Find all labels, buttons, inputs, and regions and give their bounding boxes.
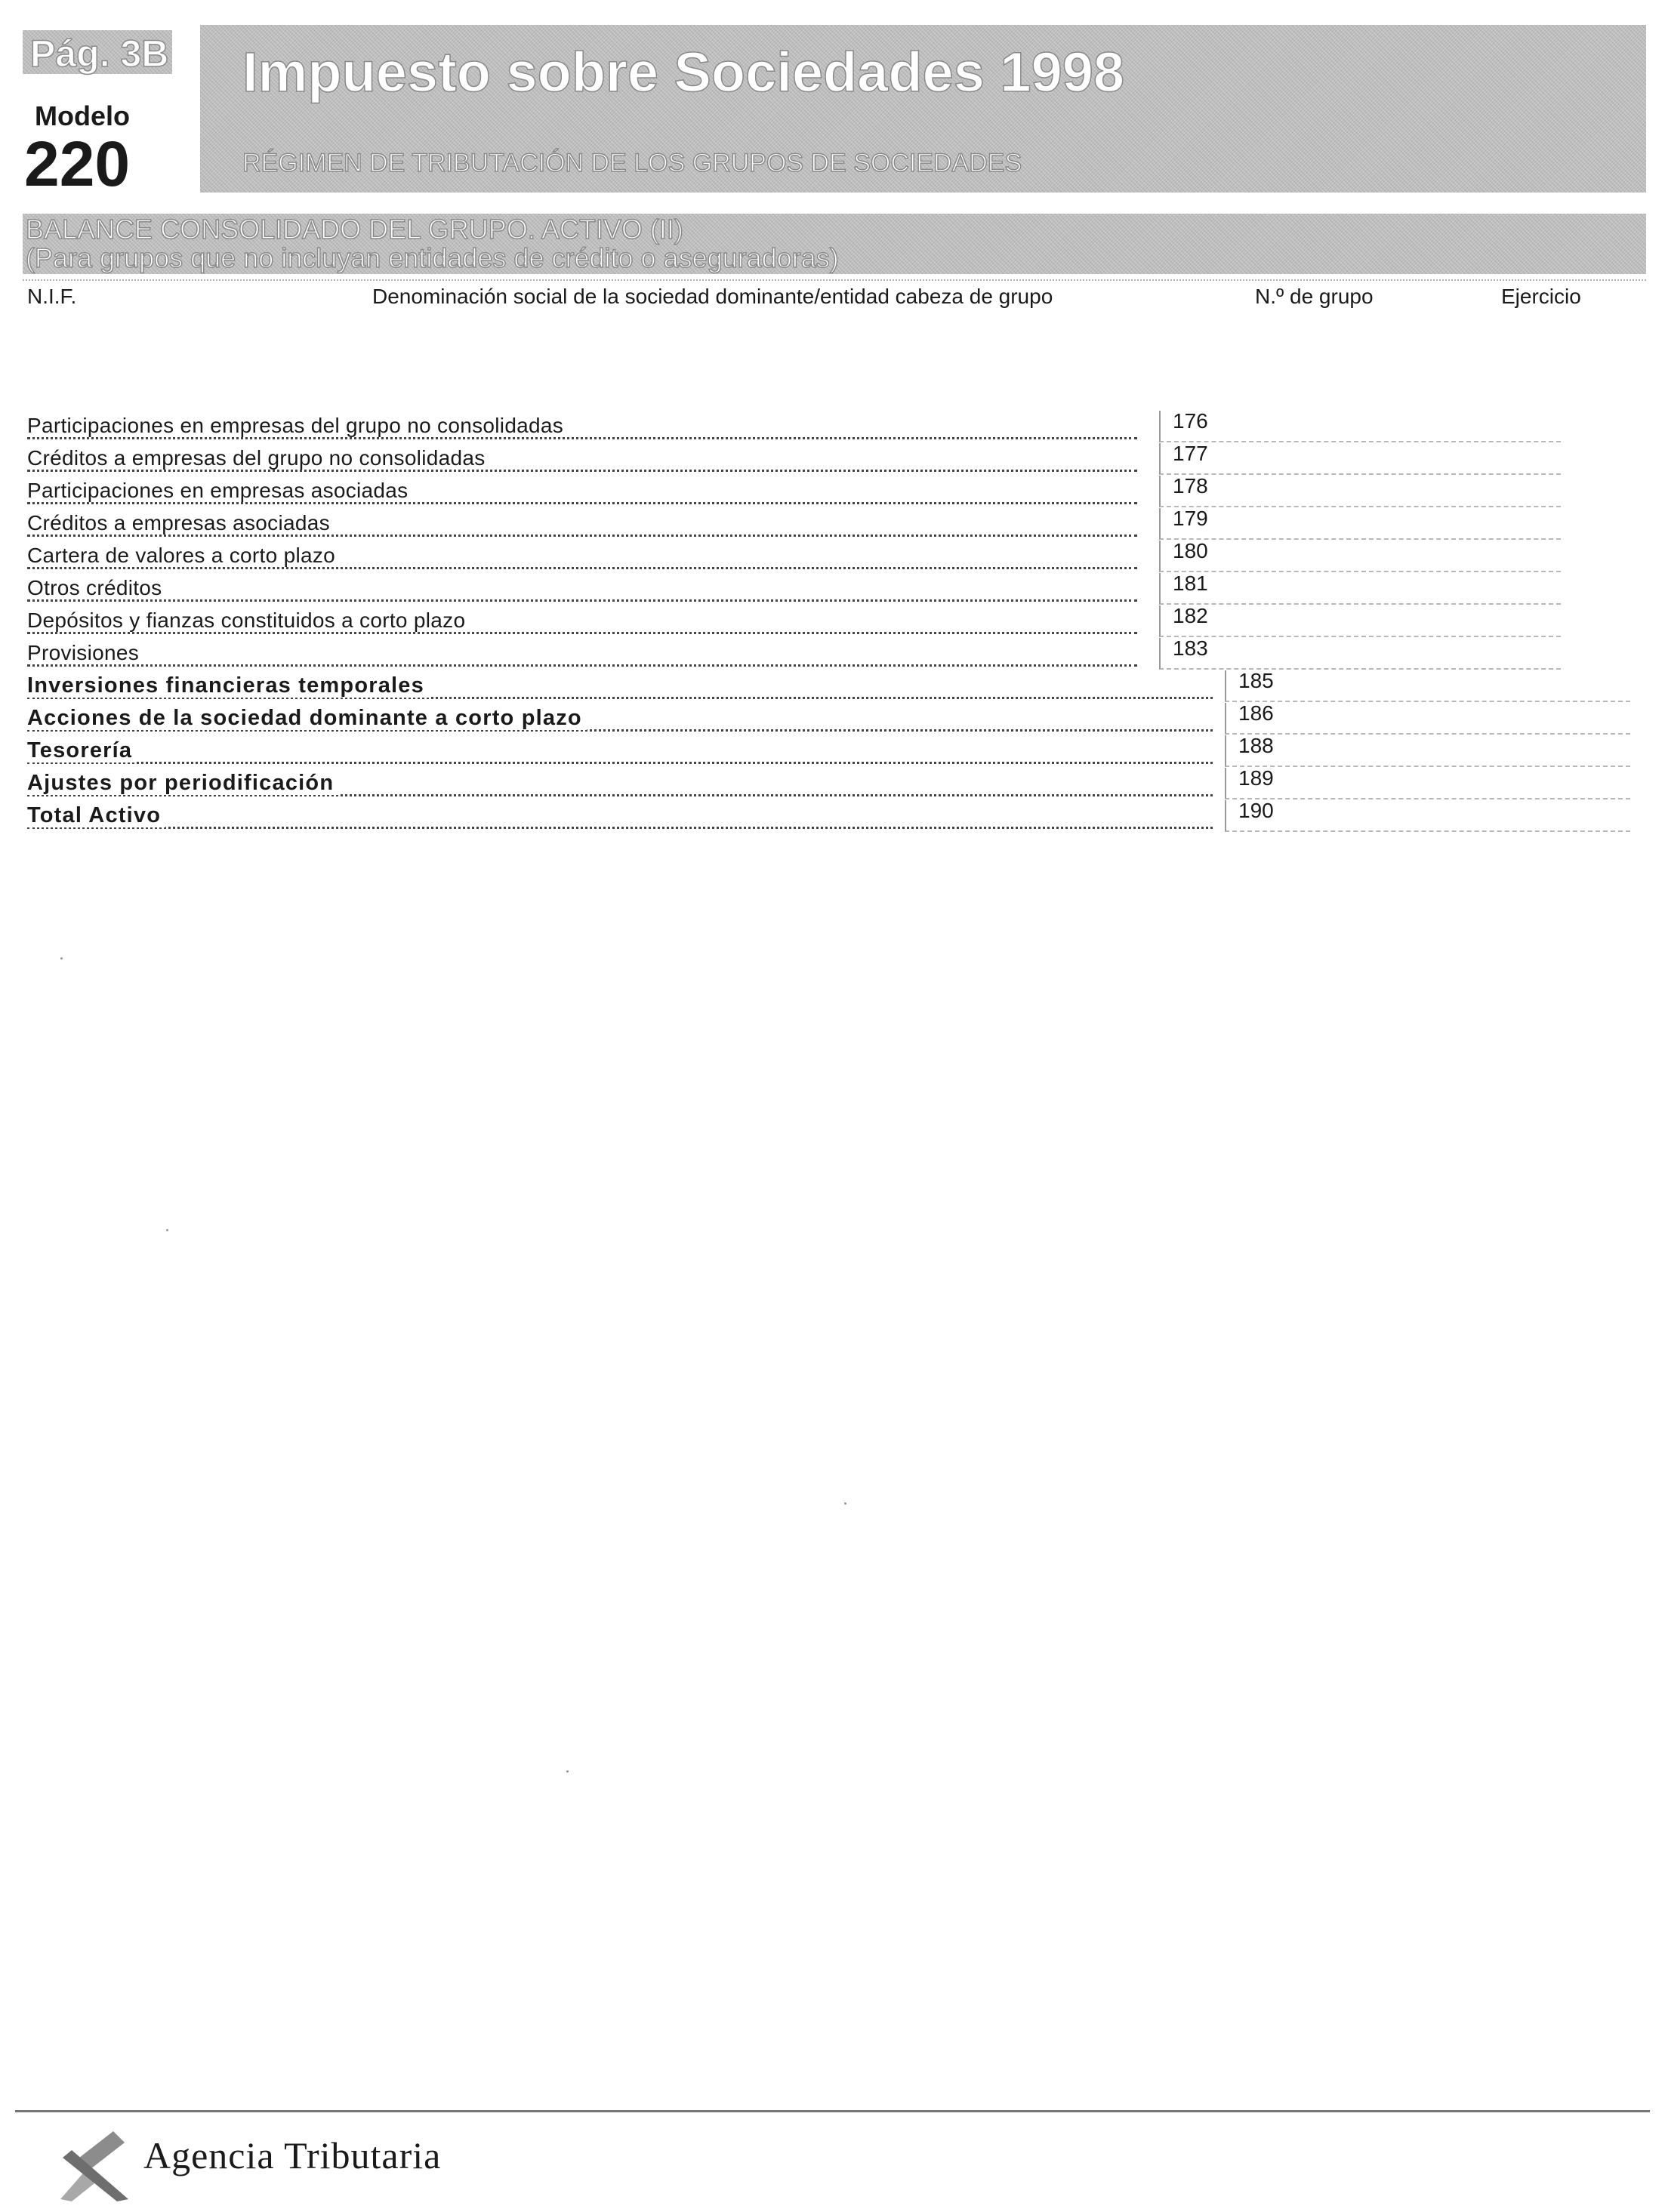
scan-speck: [60, 957, 63, 960]
leader-dots: [27, 762, 1213, 764]
field-189[interactable]: [1225, 768, 1630, 799]
leader-dots: [27, 535, 1137, 537]
form-title: Impuesto sobre Sociedades 1998: [242, 41, 1125, 103]
modelo-label: Modelo: [35, 100, 130, 131]
leader-dots: [27, 470, 1137, 472]
field-183[interactable]: [1159, 638, 1561, 670]
row-178: [27, 479, 412, 509]
row-label: Ajustes por periodificación: [27, 771, 338, 795]
agency-logo-icon: [57, 2127, 140, 2207]
row-190: [27, 803, 165, 833]
section-title: BALANCE CONSOLIDADO DEL GRUPO. ACTIVO (II): [26, 214, 683, 245]
row-label: Otros créditos: [27, 576, 166, 599]
field-code: 179: [1173, 507, 1208, 530]
row-label: Créditos a empresas asociadas: [27, 511, 335, 535]
section-note: (Para grupos que no incluyan entidades de crédito o aseguradoras): [26, 242, 839, 273]
leader-dots: [27, 567, 1137, 569]
row-label: Total Activo: [27, 803, 165, 827]
nif-label: N.I.F.: [27, 285, 77, 308]
field-code: 183: [1173, 636, 1208, 660]
section-band: [23, 214, 1646, 274]
field-181[interactable]: [1159, 573, 1561, 605]
leader-dots: [27, 632, 1137, 634]
field-177[interactable]: [1159, 443, 1561, 475]
row-label: Cartera de valores a corto plazo: [27, 544, 340, 567]
field-code: 177: [1173, 442, 1208, 465]
field-code: 180: [1173, 539, 1208, 562]
row-label: Participaciones en empresas asociadas: [27, 479, 412, 502]
row-label: Participaciones en empresas del grupo no consolidadas: [27, 414, 568, 437]
field-code: 190: [1238, 799, 1274, 822]
form-subtitle: RÉGIMEN DE TRIBUTACIÓN DE LOS GRUPOS DE SOCIEDADES: [242, 149, 1022, 177]
row-label: Provisiones: [27, 641, 143, 664]
row-181: [27, 576, 166, 606]
row-177: [27, 446, 490, 476]
field-186[interactable]: [1225, 703, 1630, 735]
row-label: Acciones de la sociedad dominante a corto plazo: [27, 706, 587, 730]
row-185: [27, 673, 429, 704]
row-176: [27, 414, 568, 444]
field-code: 176: [1173, 409, 1208, 433]
field-code: 188: [1238, 734, 1274, 757]
field-code: 182: [1173, 604, 1208, 627]
row-label: Tesorería: [27, 738, 137, 762]
leader-dots: [27, 437, 1137, 439]
agency-name: Agencia Tributaria: [143, 2134, 442, 2177]
row-189: [27, 771, 338, 801]
scan-speck: [166, 1229, 168, 1231]
field-176[interactable]: [1159, 411, 1561, 442]
identification-rule: [23, 279, 1646, 281]
field-188[interactable]: [1225, 735, 1630, 767]
field-190[interactable]: [1225, 800, 1630, 832]
field-178[interactable]: [1159, 476, 1561, 507]
row-label: Inversiones financieras temporales: [27, 673, 429, 698]
row-186: [27, 706, 587, 736]
modelo-number: 220: [24, 128, 131, 199]
leader-dots: [27, 599, 1137, 602]
field-code: 178: [1173, 474, 1208, 498]
footer-rule: [15, 2110, 1650, 2112]
field-code: 185: [1238, 669, 1274, 692]
field-182[interactable]: [1159, 605, 1561, 637]
row-180: [27, 544, 340, 574]
row-182: [27, 608, 470, 639]
leader-dots: [27, 664, 1137, 667]
grupo-label: N.º de grupo: [1255, 285, 1374, 308]
field-185[interactable]: [1225, 670, 1630, 702]
row-179: [27, 511, 335, 541]
field-code: 186: [1238, 701, 1274, 725]
leader-dots: [27, 502, 1137, 504]
page-tag: [23, 30, 172, 74]
field-180[interactable]: [1159, 541, 1561, 572]
denominacion-label: Denominación social de la sociedad dominante/entidad cabeza de grupo: [372, 285, 1053, 308]
field-179[interactable]: [1159, 508, 1561, 540]
row-label: Créditos a empresas del grupo no consolidadas: [27, 446, 490, 470]
row-label: Depósitos y fianzas constituidos a corto plazo: [27, 608, 470, 632]
header-band: [200, 25, 1646, 193]
scan-speck: [844, 1502, 846, 1505]
field-code: 181: [1173, 571, 1208, 595]
page-tag-text: Pág. 3B: [30, 32, 169, 75]
leader-dots: [27, 827, 1213, 829]
scan-speck: [566, 1770, 569, 1773]
field-code: 189: [1238, 766, 1274, 790]
row-183: [27, 641, 143, 671]
ejercicio-label: Ejercicio: [1501, 285, 1581, 308]
row-188: [27, 738, 137, 769]
